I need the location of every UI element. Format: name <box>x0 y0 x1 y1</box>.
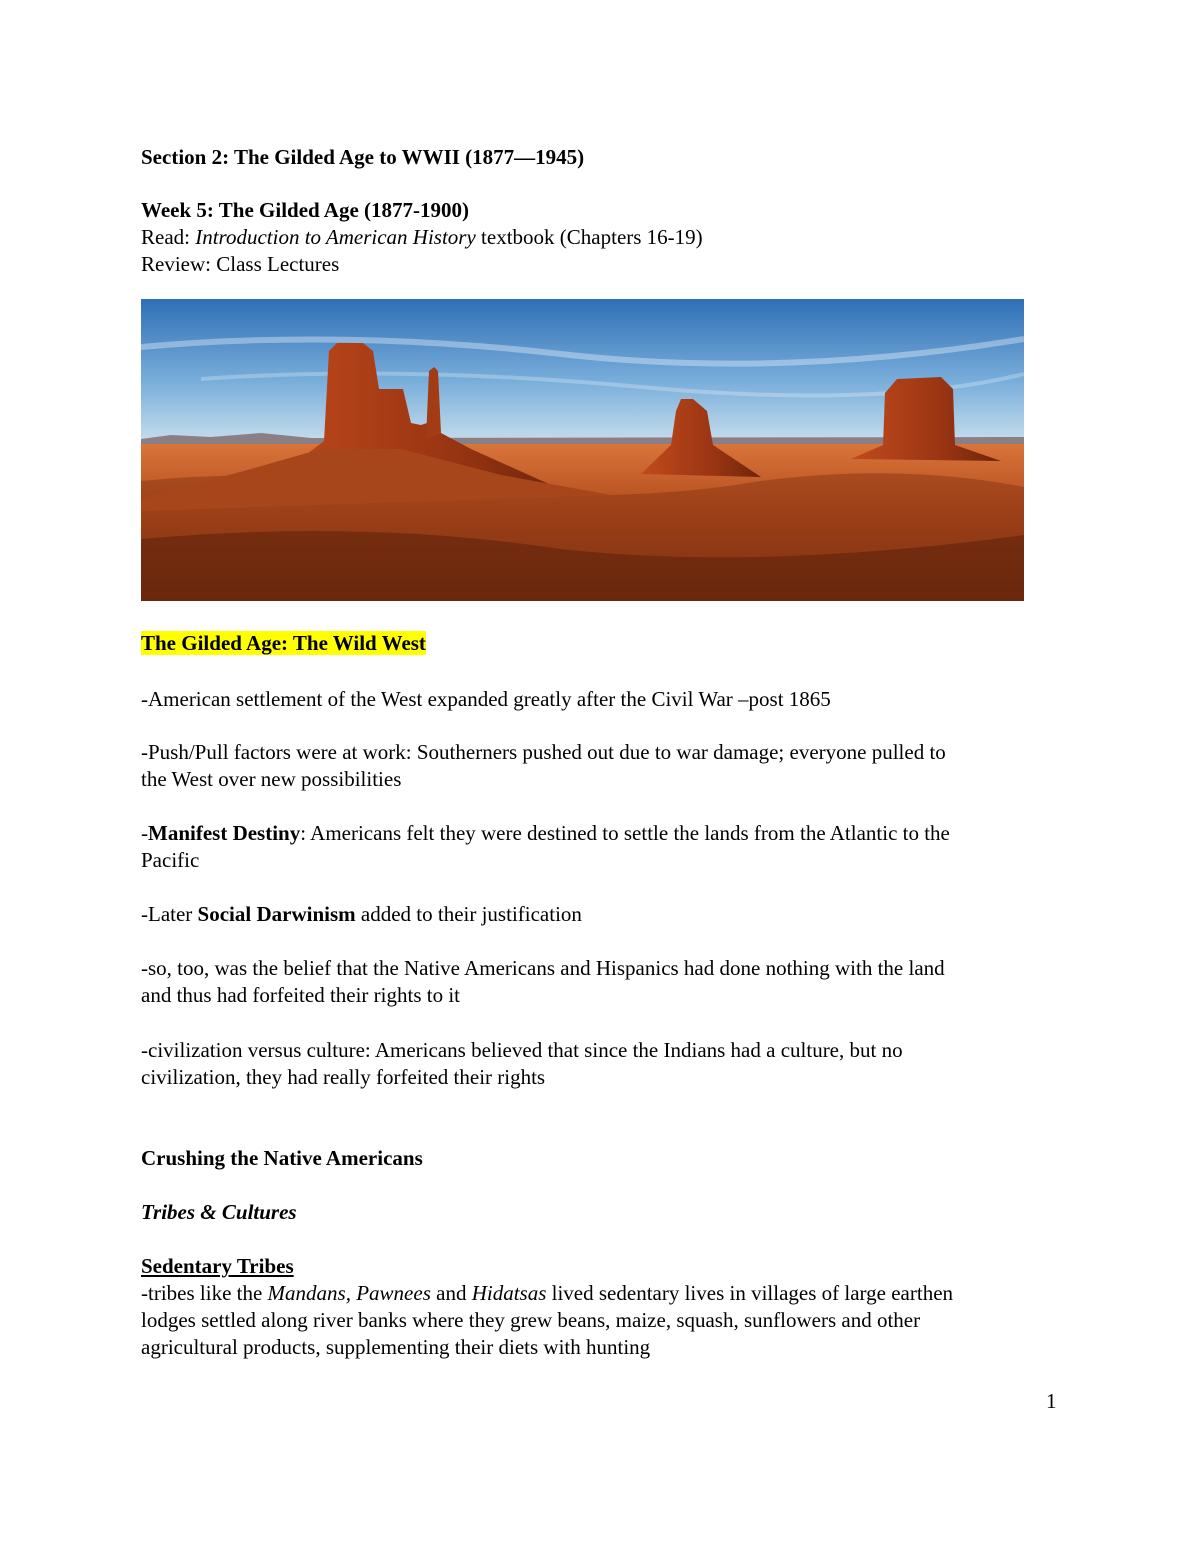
section-title: Section 2: The Gilded Age to WWII (1877—1945) <box>141 145 585 169</box>
dash: - <box>141 821 148 845</box>
wild-west-point-5-line-1: -so, too, was the belief that the Native Americans and Hispanics had done nothing with the land <box>141 956 945 980</box>
textbook-title: Introduction to American History <box>195 225 476 249</box>
wild-west-point-4 <box>141 901 582 928</box>
wild-west-point-2-line-2: the West over new possibilities <box>141 767 402 791</box>
wild-west-point-6-line-1: -civilization versus culture: Americans believed that since the Indians had a culture, but no <box>141 1038 903 1062</box>
manifest-destiny-text: : Americans felt they were destined to settle the lands from the Atlantic to the <box>300 821 950 845</box>
sedentary-line-2: lodges settled along river banks where they grew beans, maize, squash, sunflowers and other <box>141 1308 921 1332</box>
page-number: 1 <box>1046 1389 1057 1413</box>
wild-west-point-6-line-2: civilization, they had really forfeited their rights <box>141 1065 546 1089</box>
later-prefix: -Later <box>141 902 198 926</box>
read-label: Read: <box>141 225 196 249</box>
sedentary-prefix: -tribes like the <box>141 1281 268 1305</box>
social-darwinism-term: Social Darwinism <box>197 902 356 926</box>
monument-valley-photo <box>141 299 1024 601</box>
tribe-names-1: Mandans, Pawnees <box>267 1281 431 1305</box>
sedentary-text: lived sedentary lives in villages of large earthen <box>546 1281 954 1305</box>
wild-west-heading <box>141 630 426 657</box>
review-assignment: Review: Class Lectures <box>141 252 340 276</box>
and-word: and <box>430 1281 472 1305</box>
wild-west-heading-text: The Gilded Age: The Wild West <box>141 631 426 655</box>
sedentary-line-1 <box>141 1280 953 1307</box>
social-darwinism-text: added to their justification <box>355 902 582 926</box>
wild-west-point-1: -American settlement of the West expanded greatly after the Civil War –post 1865 <box>141 687 831 711</box>
tribes-cultures-subheading: Tribes & Cultures <box>141 1200 297 1224</box>
wild-west-point-5-line-2: and thus had forfeited their rights to it <box>141 983 461 1007</box>
sedentary-tribes-heading: Sedentary Tribes <box>141 1254 294 1278</box>
reading-assignment <box>141 224 703 251</box>
manifest-destiny-term: Manifest Destiny <box>148 821 301 845</box>
wild-west-point-2-line-1: -Push/Pull factors were at work: Southerners pushed out due to war damage; everyone pulled to <box>141 740 946 764</box>
wild-west-point-3-line-2: Pacific <box>141 848 200 872</box>
tribe-names-2: Hidatsas <box>471 1281 547 1305</box>
read-rest: textbook (Chapters 16-19) <box>475 225 703 249</box>
wild-west-point-3-line-1 <box>141 820 950 847</box>
native-americans-heading: Crushing the Native Americans <box>141 1146 423 1170</box>
week-title: Week 5: The Gilded Age (1877-1900) <box>141 198 470 222</box>
sedentary-line-3: agricultural products, supplementing their diets with hunting <box>141 1335 651 1359</box>
